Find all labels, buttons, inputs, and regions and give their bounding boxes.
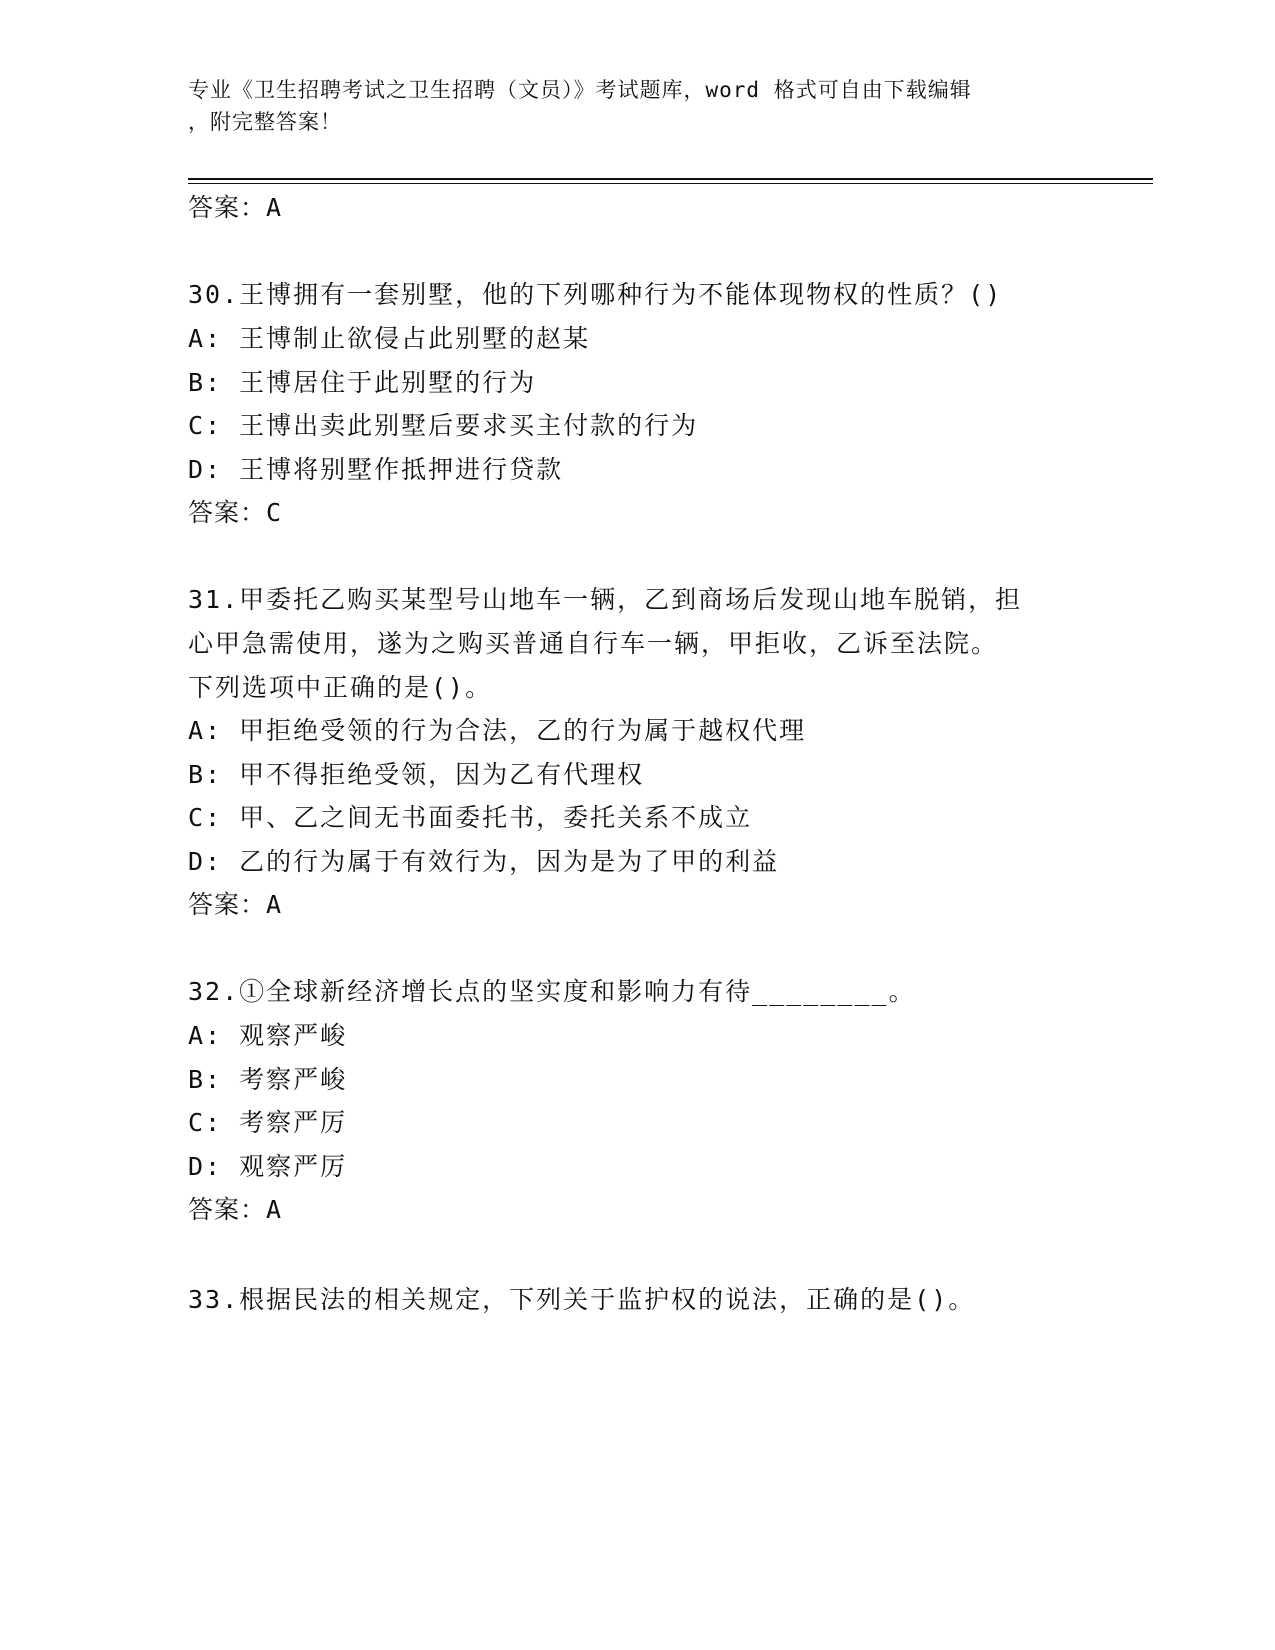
- question-stem: 30.王博拥有一套别墅，他的下列哪种行为不能体现物权的性质？(): [188, 280, 1003, 309]
- option-b: B: 甲不得拒绝受领，因为乙有代理权: [188, 760, 645, 789]
- question-stem-line-2: 心甲急需使用，遂为之购买普通自行车一辆，甲拒收，乙诉至法院。: [188, 629, 999, 658]
- answer-label: 答案：: [188, 193, 267, 222]
- header-line-1: 专业《卫生招聘考试之卫生招聘（文员）》考试题库，word 格式可自由下载编辑: [188, 78, 972, 102]
- answer-label: 答案：: [188, 1195, 267, 1224]
- answer: [188, 1190, 282, 1226]
- answer-value: C: [266, 498, 283, 527]
- answer-value: A: [266, 1195, 283, 1224]
- question-stem: 32.①全球新经济增长点的坚实度和影响力有待________。: [188, 977, 916, 1006]
- option-a: A: 甲拒绝受领的行为合法，乙的行为属于越权代理: [188, 716, 807, 745]
- option-c: C: 考察严厉: [188, 1108, 348, 1137]
- option-b: B: 考察严峻: [188, 1065, 348, 1094]
- option-b: B: 王博居住于此别墅的行为: [188, 368, 537, 397]
- answer-value: A: [266, 890, 283, 919]
- answer: [188, 885, 282, 921]
- document-header: [188, 74, 1088, 138]
- option-d: D: 观察严厉: [188, 1152, 348, 1181]
- option-a: A: 观察严峻: [188, 1021, 348, 1050]
- option-d: D: 乙的行为属于有效行为，因为是为了甲的利益: [188, 847, 780, 876]
- header-divider: [188, 178, 1153, 180]
- answer: [188, 493, 282, 529]
- header-divider-thin: [188, 183, 1153, 184]
- option-c: C: 王博出卖此别墅后要求买主付款的行为: [188, 411, 699, 440]
- option-c: C: 甲、乙之间无书面委托书，委托关系不成立: [188, 803, 753, 832]
- header-line-2: ，附完整答案！: [188, 110, 342, 134]
- option-a: A: 王博制止欲侵占此别墅的赵某: [188, 324, 591, 353]
- question-stem: 33.根据民法的相关规定，下列关于监护权的说法，正确的是()。: [188, 1285, 976, 1314]
- answer-label: 答案：: [188, 890, 267, 919]
- option-d: D: 王博将别墅作抵押进行贷款: [188, 455, 564, 484]
- answer-label: 答案：: [188, 498, 267, 527]
- question-stem-line-1: 31.甲委托乙购买某型号山地车一辆，乙到商场后发现山地车脱销，担: [188, 585, 1023, 614]
- question-stem-line-3: 下列选项中正确的是()。: [188, 673, 493, 702]
- answer-value: A: [266, 193, 283, 222]
